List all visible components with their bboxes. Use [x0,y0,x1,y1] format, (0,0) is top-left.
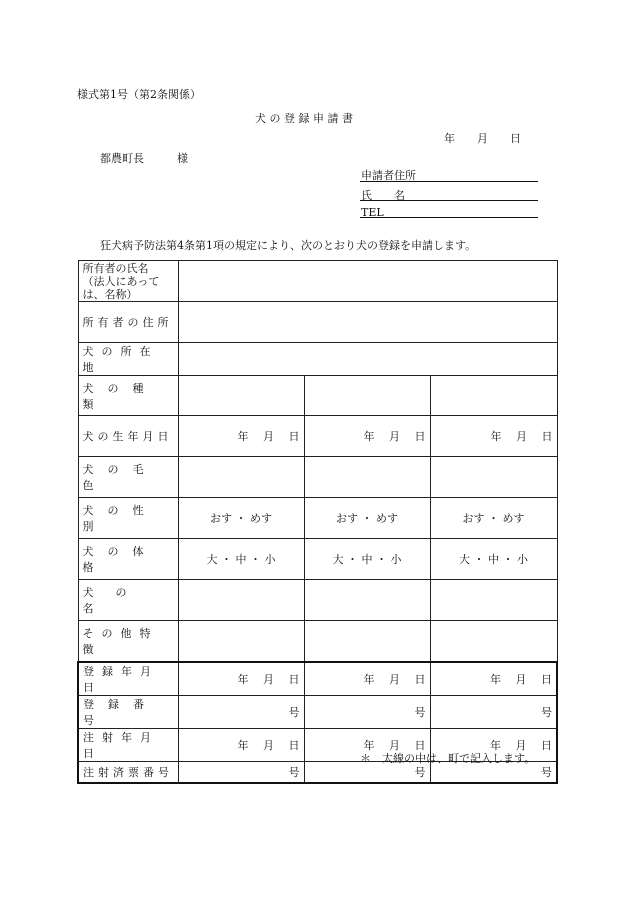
ticket-number-cell-3[interactable]: 号 [430,761,557,783]
label-dog-breed: 犬の種類 [78,376,178,416]
row-dog-location [78,343,557,376]
injection-date-cell-2[interactable]: 年 月 日 [304,728,430,761]
registration-date-cell-2[interactable]: 年 月 日 [304,662,430,696]
input-other-features-2[interactable] [304,621,430,662]
injection-date-cell-1[interactable]: 年 月 日 [178,728,304,761]
input-dog-breed-2[interactable] [304,376,430,416]
registration-number-cell-3[interactable]: 号 [430,695,557,728]
ticket-number-cell-2[interactable]: 号 [304,761,430,783]
label-registration-date: 登録年月日 [78,662,178,696]
input-dog-name-3[interactable] [430,580,557,621]
label-registration-number: 登録番号 [78,695,178,728]
label-dog-sex: 犬の性別 [78,498,178,539]
addressee: 都農町長 様 [100,152,188,165]
owner-name-text: 所有者の氏名 [82,261,149,275]
input-other-features-1[interactable] [178,621,304,662]
ticket-number-cell-1[interactable]: 号 [178,761,304,783]
birthdate-cell-2[interactable]: 年 月 日 [304,416,430,457]
label-dog-size: 犬の体格 [78,539,178,580]
sex-cell-1[interactable]: おす ・ めす [178,498,304,539]
birthdate-cell-3[interactable]: 年 月 日 [430,416,557,457]
input-owner-address[interactable] [178,302,557,343]
row-dog-breed [78,376,557,416]
registration-number-cell-2[interactable]: 号 [304,695,430,728]
row-dog-name [78,580,557,621]
row-owner-address [78,302,557,343]
applicant-name-line [360,200,538,201]
birthdate-cell-1[interactable]: 年 月 日 [178,416,304,457]
input-dog-name-1[interactable] [178,580,304,621]
registration-date-cell-1[interactable]: 年 月 日 [178,662,304,696]
form-id: 様式第1号（第2条関係） [77,88,201,101]
label-injection-ticket-number: 注射済票番号 [78,761,178,783]
label-owner-address: 所有者の住所 [78,302,178,343]
owner-name-note: （法人にあっては、名称） [82,274,160,301]
input-dog-location[interactable] [178,343,557,376]
input-other-features-3[interactable] [430,621,557,662]
label-dog-birthdate: 犬の生年月日 [78,416,178,457]
size-cell-1[interactable]: 大 ・ 中 ・ 小 [178,539,304,580]
size-cell-3[interactable]: 大 ・ 中 ・ 小 [430,539,557,580]
applicant-tel-label: TEL [361,206,384,219]
registration-date-cell-3[interactable]: 年 月 日 [430,662,557,696]
input-dog-coat-2[interactable] [304,457,430,498]
input-owner-name[interactable] [178,261,557,302]
sex-cell-2[interactable]: おす ・ めす [304,498,430,539]
registration-number-cell-1[interactable]: 号 [178,695,304,728]
row-registration-number [78,695,557,728]
label-dog-coat: 犬の毛色 [78,457,178,498]
label-injection-date: 注射年月日 [78,728,178,761]
row-owner-name [78,261,557,302]
label-other-features: その他特徴 [78,621,178,662]
input-dog-coat-3[interactable] [430,457,557,498]
row-registration-date [78,662,557,696]
sex-cell-3[interactable]: おす ・ めす [430,498,557,539]
row-dog-sex [78,498,557,539]
intro-text: 狂犬病予防法第4条第1項の規定により、次のとおり犬の登録を申請します。 [100,239,477,252]
applicant-name-label: 氏 名 [361,189,405,202]
row-dog-coat [78,457,557,498]
row-other-features [78,621,557,662]
input-dog-breed-3[interactable] [430,376,557,416]
page-title: 犬 の 登 録 申 請 書 [255,112,353,125]
input-dog-name-2[interactable] [304,580,430,621]
footnote: ＊ 太線の中は、町で記入します。 [360,752,536,765]
label-owner-name [78,261,178,302]
applicant-address-label: 申請者住所 [361,169,416,182]
size-cell-2[interactable]: 大 ・ 中 ・ 小 [304,539,430,580]
label-dog-location: 犬の所在地 [78,343,178,376]
registration-form-table [77,260,558,784]
label-dog-name: 犬の名 [78,580,178,621]
row-dog-birthdate [78,416,557,457]
row-dog-size [78,539,557,580]
applicant-tel-line [360,217,538,218]
injection-date-cell-3[interactable]: 年 月 日 [430,728,557,761]
date-line: 年 月 日 [444,132,521,145]
input-dog-coat-1[interactable] [178,457,304,498]
input-dog-breed-1[interactable] [178,376,304,416]
applicant-address-line [360,181,538,182]
